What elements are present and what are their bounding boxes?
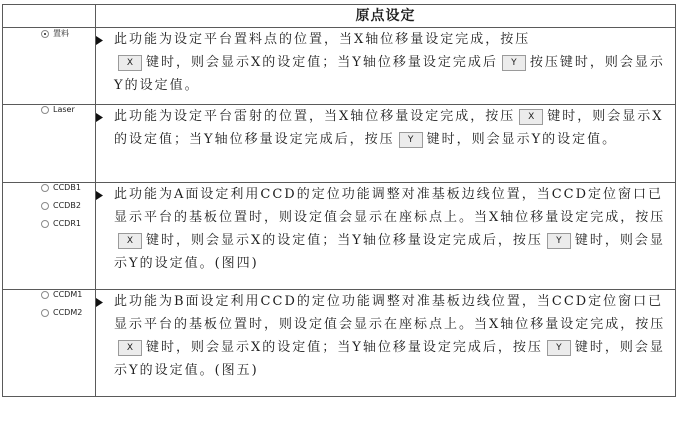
header-row: [3, 5, 676, 28]
x-key-button[interactable]: X: [118, 55, 142, 71]
radio-option-ccdr1[interactable]: [41, 219, 95, 228]
radio-option-feeding[interactable]: [41, 28, 95, 39]
radio-option-ccdm2[interactable]: [41, 308, 95, 317]
radio-label: CCDB2: [53, 201, 81, 210]
description-cell: [96, 28, 676, 105]
x-key-button[interactable]: X: [118, 233, 142, 249]
description-text: 此功能为B面设定利用CCD的定位功能调整对准基板边线位置，当CCD定位窗口已显示平台的基板位置时，则设定值会显示在座标点上。当X轴位移量设定完成，按压X 键时，则会显示X的设定值；当Y轴位移量设定完成后，按压 Y 键时，则会显示Y的设定值。(图五): [114, 294, 666, 378]
origin-settings-table: [2, 4, 676, 397]
radio-unselected-icon: [41, 106, 49, 114]
radio-label: CCDM1: [53, 290, 83, 299]
table-row: [3, 105, 676, 183]
description-cell: [96, 183, 676, 290]
radio-label: CCDB1: [53, 183, 81, 192]
radio-unselected-icon: [41, 309, 49, 317]
description-cell: [96, 290, 676, 397]
y-key-button[interactable]: Y: [502, 55, 526, 71]
bullet-arrow-icon: [96, 28, 114, 97]
y-key-button[interactable]: Y: [547, 233, 571, 249]
description-text: 此功能为A面设定利用CCD的定位功能调整对准基板边线位置，当CCD定位窗口已显示平台的基板位置时，则设定值会显示在座标点上。当X轴位移量设定完成，按压X 键时，则会显示X的设定值；当Y轴位移量设定完成后，按压 Y 键时，则会显示Y的设定值。(图四): [114, 187, 666, 271]
bullet-arrow-icon: [96, 290, 114, 382]
radio-label: 置料: [53, 29, 69, 38]
header-blank-cell: [3, 5, 96, 28]
radio-unselected-icon: [41, 202, 49, 210]
description-cell: [96, 105, 676, 183]
table-row: [3, 290, 676, 397]
table-title: 原点设定: [96, 5, 676, 28]
radio-option-laser[interactable]: [41, 105, 95, 114]
radio-label: Laser: [53, 105, 75, 114]
option-cell: [3, 290, 96, 397]
radio-option-ccdm1[interactable]: [41, 290, 95, 299]
y-key-button[interactable]: Y: [547, 340, 571, 356]
y-key-button[interactable]: Y: [399, 132, 423, 148]
description-text: 此功能为设定平台置料点的位置，当X轴位移量设定完成，按压 X 键时，则会显示X的设定值；当Y轴位移量设定完成后 Y 按压键时，则会显示Y的设定值。: [114, 32, 665, 93]
radio-unselected-icon: [41, 291, 49, 299]
radio-label: CCDM2: [53, 308, 83, 317]
option-cell: [3, 105, 96, 183]
bullet-arrow-icon: [96, 183, 114, 275]
x-key-button[interactable]: X: [118, 340, 142, 356]
x-key-button[interactable]: X: [519, 109, 543, 125]
bullet-arrow-icon: [96, 105, 114, 151]
description-text: 此功能为设定平台雷射的位置，当X轴位移量设定完成，按压 X 键时，则会显示X的设定值；当Y轴位移量设定完成后，按压 Y 键时，则会显示Y的设定值。: [114, 109, 664, 147]
table-row: [3, 28, 676, 105]
radio-unselected-icon: [41, 184, 49, 192]
radio-option-ccdb1[interactable]: [41, 183, 95, 192]
radio-selected-icon: [41, 30, 49, 38]
radio-label: CCDR1: [53, 219, 81, 228]
option-cell: [3, 183, 96, 290]
option-cell: [3, 28, 96, 105]
radio-unselected-icon: [41, 220, 49, 228]
radio-option-ccdb2[interactable]: [41, 201, 95, 210]
table-row: [3, 183, 676, 290]
